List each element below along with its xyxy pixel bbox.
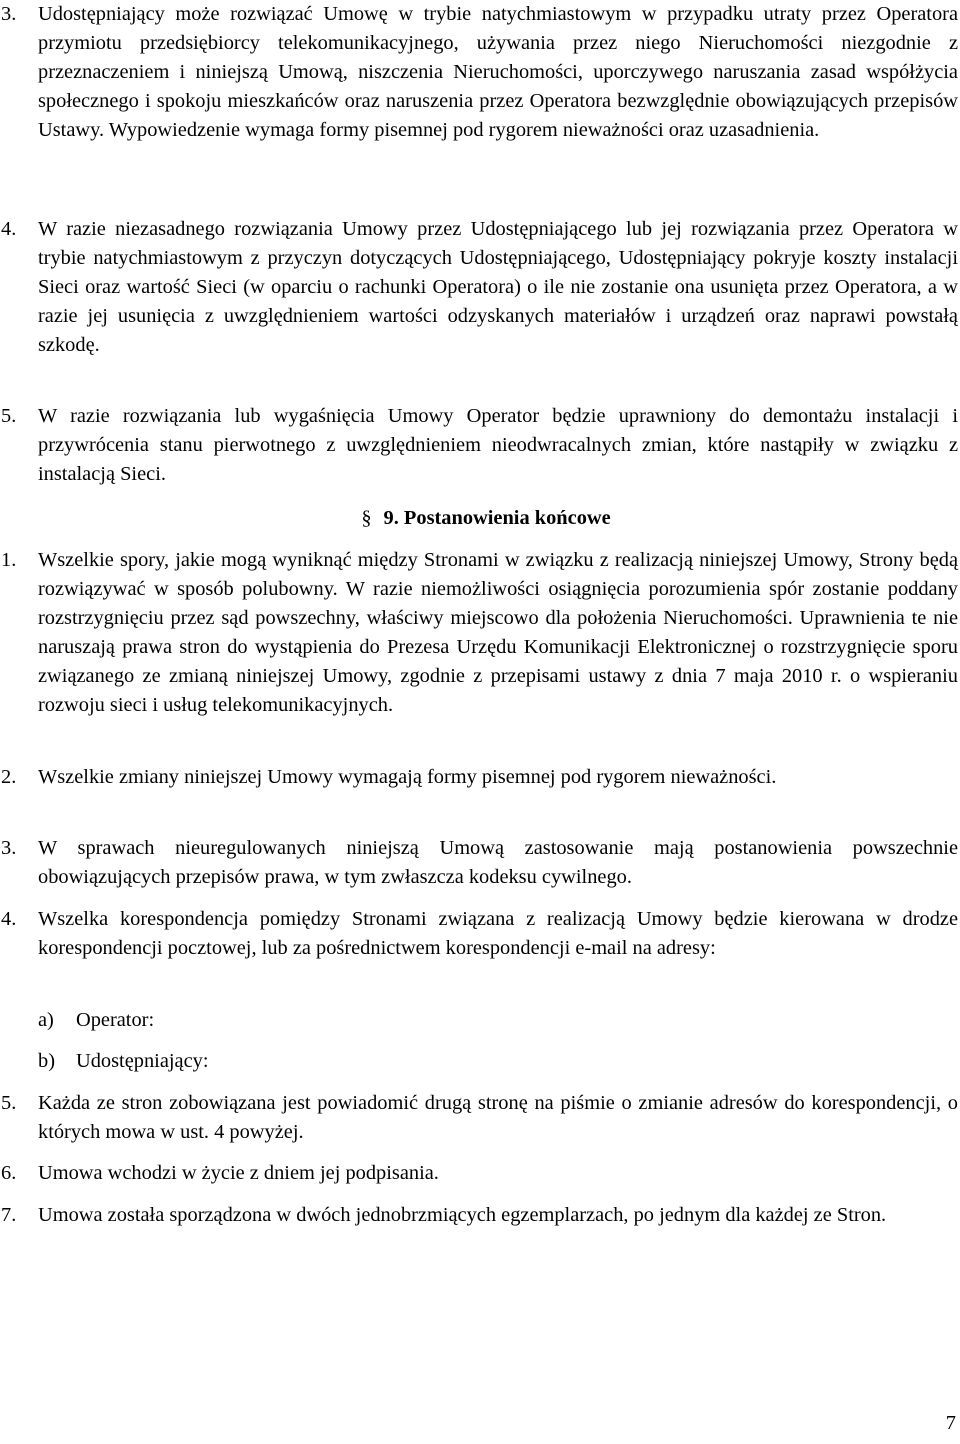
paragraph-text: Umowa została sporządzona w dwóch jednobrzmiących egzemplarzach, po jednym dla każdej ze Stron. bbox=[38, 1204, 887, 1226]
final-paragraph-7 bbox=[0, 1201, 958, 1230]
paragraph-text: Każda ze stron zobowiązana jest powiadomić drugą stronę na piśmie o zmianie adresów do korespondencji, o których mowa w ust. 4 powyżej. bbox=[38, 1092, 958, 1143]
paragraph-text: W sprawach nieuregulowanych niniejszą Umową zastosowanie mają postanowienia powszechnie obowiązujących przepisów prawa, w tym zwłaszcza kodeksu cywilnego. bbox=[38, 837, 958, 888]
address-letter: b) bbox=[38, 1050, 55, 1072]
final-paragraph-2 bbox=[0, 763, 958, 792]
section-title: 9. Postanowienia końcowe bbox=[383, 507, 611, 529]
paragraph-number: 3. bbox=[1, 3, 17, 25]
paragraph-number: 5. bbox=[1, 1092, 17, 1114]
final-paragraph-3 bbox=[0, 834, 958, 892]
paragraph-text: W razie niezasadnego rozwiązania Umowy przez Udostępniającego lub jej rozwiązania przez Operatora w trybie natychmiastowym z przyczyn dotyczących Udostępniającego, Udostępniający pokryje koszty instalacji Sieci oraz wartość Sieci (w oparciu o rachunki Operatora) o ile nie zostanie ona usunięta przez Operatora, a w razie jej usunięcia z uwzględnieniem wartości odzyskanych materiałów i urządzeń oraz naprawi powstałą szkodę. bbox=[38, 218, 958, 356]
final-paragraph-4 bbox=[0, 905, 958, 963]
paragraph-text: Wszelkie spory, jakie mogą wyniknąć między Stronami w związku z realizacją niniejszej Umowy, Strony będą rozwiązywać w sposób polubowny. W razie niemożliwości osiągnięcia porozumienia spór zostanie poddany rozstrzygnięciu przez sąd powszechny, właściwy miejscowo dla położenia Nieruchomości. Uprawnienia te nie naruszają prawa stron do wystąpienia do Prezesa Urzędu Komunikacji Elektronicznej o rozstrzygnięcie sporu związanego ze zmianą niniejszej Umowy, zgodnie z przepisami ustawy z dnia 7 maja 2010 r. o wspieraniu rozwoju sieci i usług telekomunikacyjnych. bbox=[38, 549, 958, 716]
paragraph-number: 1. bbox=[1, 549, 17, 571]
paragraph-text: W razie rozwiązania lub wygaśnięcia Umowy Operator będzie uprawniony do demontażu instalacji i przywrócenia stanu pierwotnego z uwzględnieniem nieodwracalnych zmian, które nastąpiły w związku z instalacją Sieci. bbox=[38, 405, 958, 485]
paragraph-number: 5. bbox=[1, 405, 17, 427]
address-letter: a) bbox=[38, 1009, 54, 1031]
paragraph-4 bbox=[0, 215, 958, 360]
address-label: Udostępniający: bbox=[76, 1050, 209, 1072]
final-paragraph-6 bbox=[0, 1159, 958, 1188]
paragraph-text: Wszelka korespondencja pomiędzy Stronami związana z realizacją Umowy będzie kierowana w drodze korespondencji pocztowej, lub za pośrednictwem korespondencji e-mail na adresy: bbox=[38, 908, 958, 959]
paragraph-text: Umowa wchodzi w życie z dniem jej podpisania. bbox=[38, 1162, 439, 1184]
paragraph-text: Wszelkie zmiany niniejszej Umowy wymagają formy pisemnej pod rygorem nieważności. bbox=[38, 766, 777, 788]
final-paragraph-5 bbox=[0, 1089, 958, 1147]
address-udostepniajacy bbox=[38, 1047, 209, 1076]
paragraph-number: 7. bbox=[1, 1204, 17, 1226]
paragraph-number: 3. bbox=[1, 837, 17, 859]
paragraph-number: 4. bbox=[1, 908, 17, 930]
address-operator bbox=[38, 1006, 154, 1035]
section-heading bbox=[0, 504, 960, 533]
paragraph-number: 6. bbox=[1, 1162, 17, 1184]
section-symbol: § bbox=[361, 507, 372, 529]
paragraph-number: 4. bbox=[1, 218, 17, 240]
paragraph-number: 2. bbox=[1, 766, 17, 788]
paragraph-3 bbox=[0, 0, 958, 145]
page-number: 7 bbox=[945, 1412, 956, 1434]
paragraph-text: Udostępniający może rozwiązać Umowę w trybie natychmiastowym w przypadku utraty przez Operatora przymiotu przedsiębiorcy telekomunikacyjnego, używania przez niego Nieruchomości niezgodnie z przeznaczeniem i niniejszą Umową, niszczenia Nieruchomości, uporczywego naruszania zasad współżycia społecznego i spokoju mieszkańców oraz naruszenia przez Operatora bezwzględnie obowiązujących przepisów Ustawy. Wypowiedzenie wymaga formy pisemnej pod rygorem nieważności oraz uzasadnienia. bbox=[38, 3, 958, 141]
paragraph-5 bbox=[0, 402, 958, 489]
address-label: Operator: bbox=[76, 1009, 155, 1031]
final-paragraph-1 bbox=[0, 546, 958, 720]
